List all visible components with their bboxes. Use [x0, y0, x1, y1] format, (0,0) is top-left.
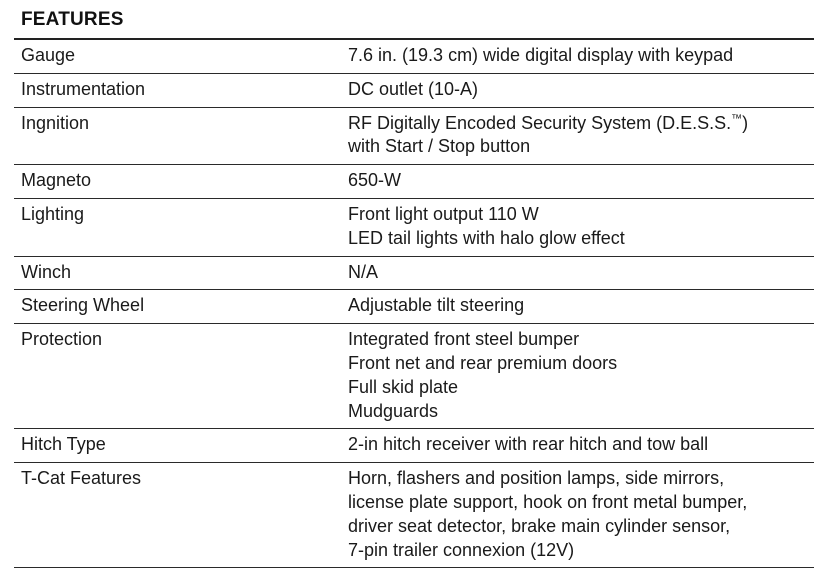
- row-value: [341, 198, 814, 256]
- row-label: Gauge: [21, 45, 76, 65]
- value-line: driver seat detector, brake main cylinder sensor,: [348, 515, 731, 536]
- row-value: [341, 429, 814, 463]
- row-label: Instrumentation: [21, 78, 146, 99]
- value-line: Horn, flashers and position lamps, side mirrors,: [348, 468, 725, 489]
- row-value: [341, 107, 814, 165]
- table-row: [14, 256, 814, 290]
- table-row: [14, 429, 814, 463]
- value-line: Front light output 110 W: [348, 203, 539, 224]
- row-label: Lighting: [21, 203, 85, 224]
- value-line: Integrated front steel bumper: [348, 329, 580, 350]
- value-line: license plate support, hook on front metal bumper,: [348, 491, 748, 512]
- row-label: Magneto: [21, 170, 92, 191]
- row-label: Protection: [21, 329, 103, 350]
- row-value: [341, 165, 814, 199]
- trademark-symbol: ™: [731, 112, 743, 125]
- table-row: [14, 73, 814, 107]
- value-line: Full skid plate: [348, 376, 459, 397]
- features-table-body: [14, 39, 814, 568]
- row-value: [341, 324, 814, 429]
- value-line: 7-pin trailer connexion (12V): [348, 539, 575, 560]
- value-line: LED tail lights with halo glow effect: [348, 227, 625, 248]
- row-label: Hitch Type: [21, 434, 106, 455]
- value-line: Mudguards: [348, 400, 439, 421]
- row-value: [341, 290, 814, 324]
- value-line: Adjustable tilt steering: [348, 295, 525, 316]
- value-line: RF Digitally Encoded Security System (D.E.S.S.™): [348, 112, 749, 133]
- row-label: T-Cat Features: [21, 468, 142, 489]
- table-row: [14, 198, 814, 256]
- table-row: [14, 463, 814, 568]
- value-line: N/A: [348, 261, 379, 282]
- section-title: FEATURES: [21, 9, 124, 30]
- value-line: with Start / Stop button: [348, 136, 531, 157]
- value-line: DC outlet (10-A): [348, 78, 479, 99]
- value-line: 2-in hitch receiver with rear hitch and tow ball: [348, 434, 709, 455]
- value-line: 650-W: [348, 170, 402, 191]
- row-value: [341, 39, 814, 73]
- table-row: [14, 107, 814, 165]
- table-row: [14, 39, 814, 73]
- table-row: [14, 290, 814, 324]
- value-line: 7.6 in. (19.3 cm) wide digital display with keypad: [348, 45, 734, 65]
- row-label: Winch: [21, 261, 72, 282]
- table-row: [14, 324, 814, 429]
- row-value: [341, 463, 814, 568]
- value-line: Front net and rear premium doors: [348, 352, 618, 373]
- row-label: Ingnition: [21, 112, 90, 133]
- row-label: Steering Wheel: [21, 295, 145, 316]
- row-value: [341, 256, 814, 290]
- features-table: [14, 38, 814, 568]
- row-value: [341, 73, 814, 107]
- table-row: [14, 165, 814, 199]
